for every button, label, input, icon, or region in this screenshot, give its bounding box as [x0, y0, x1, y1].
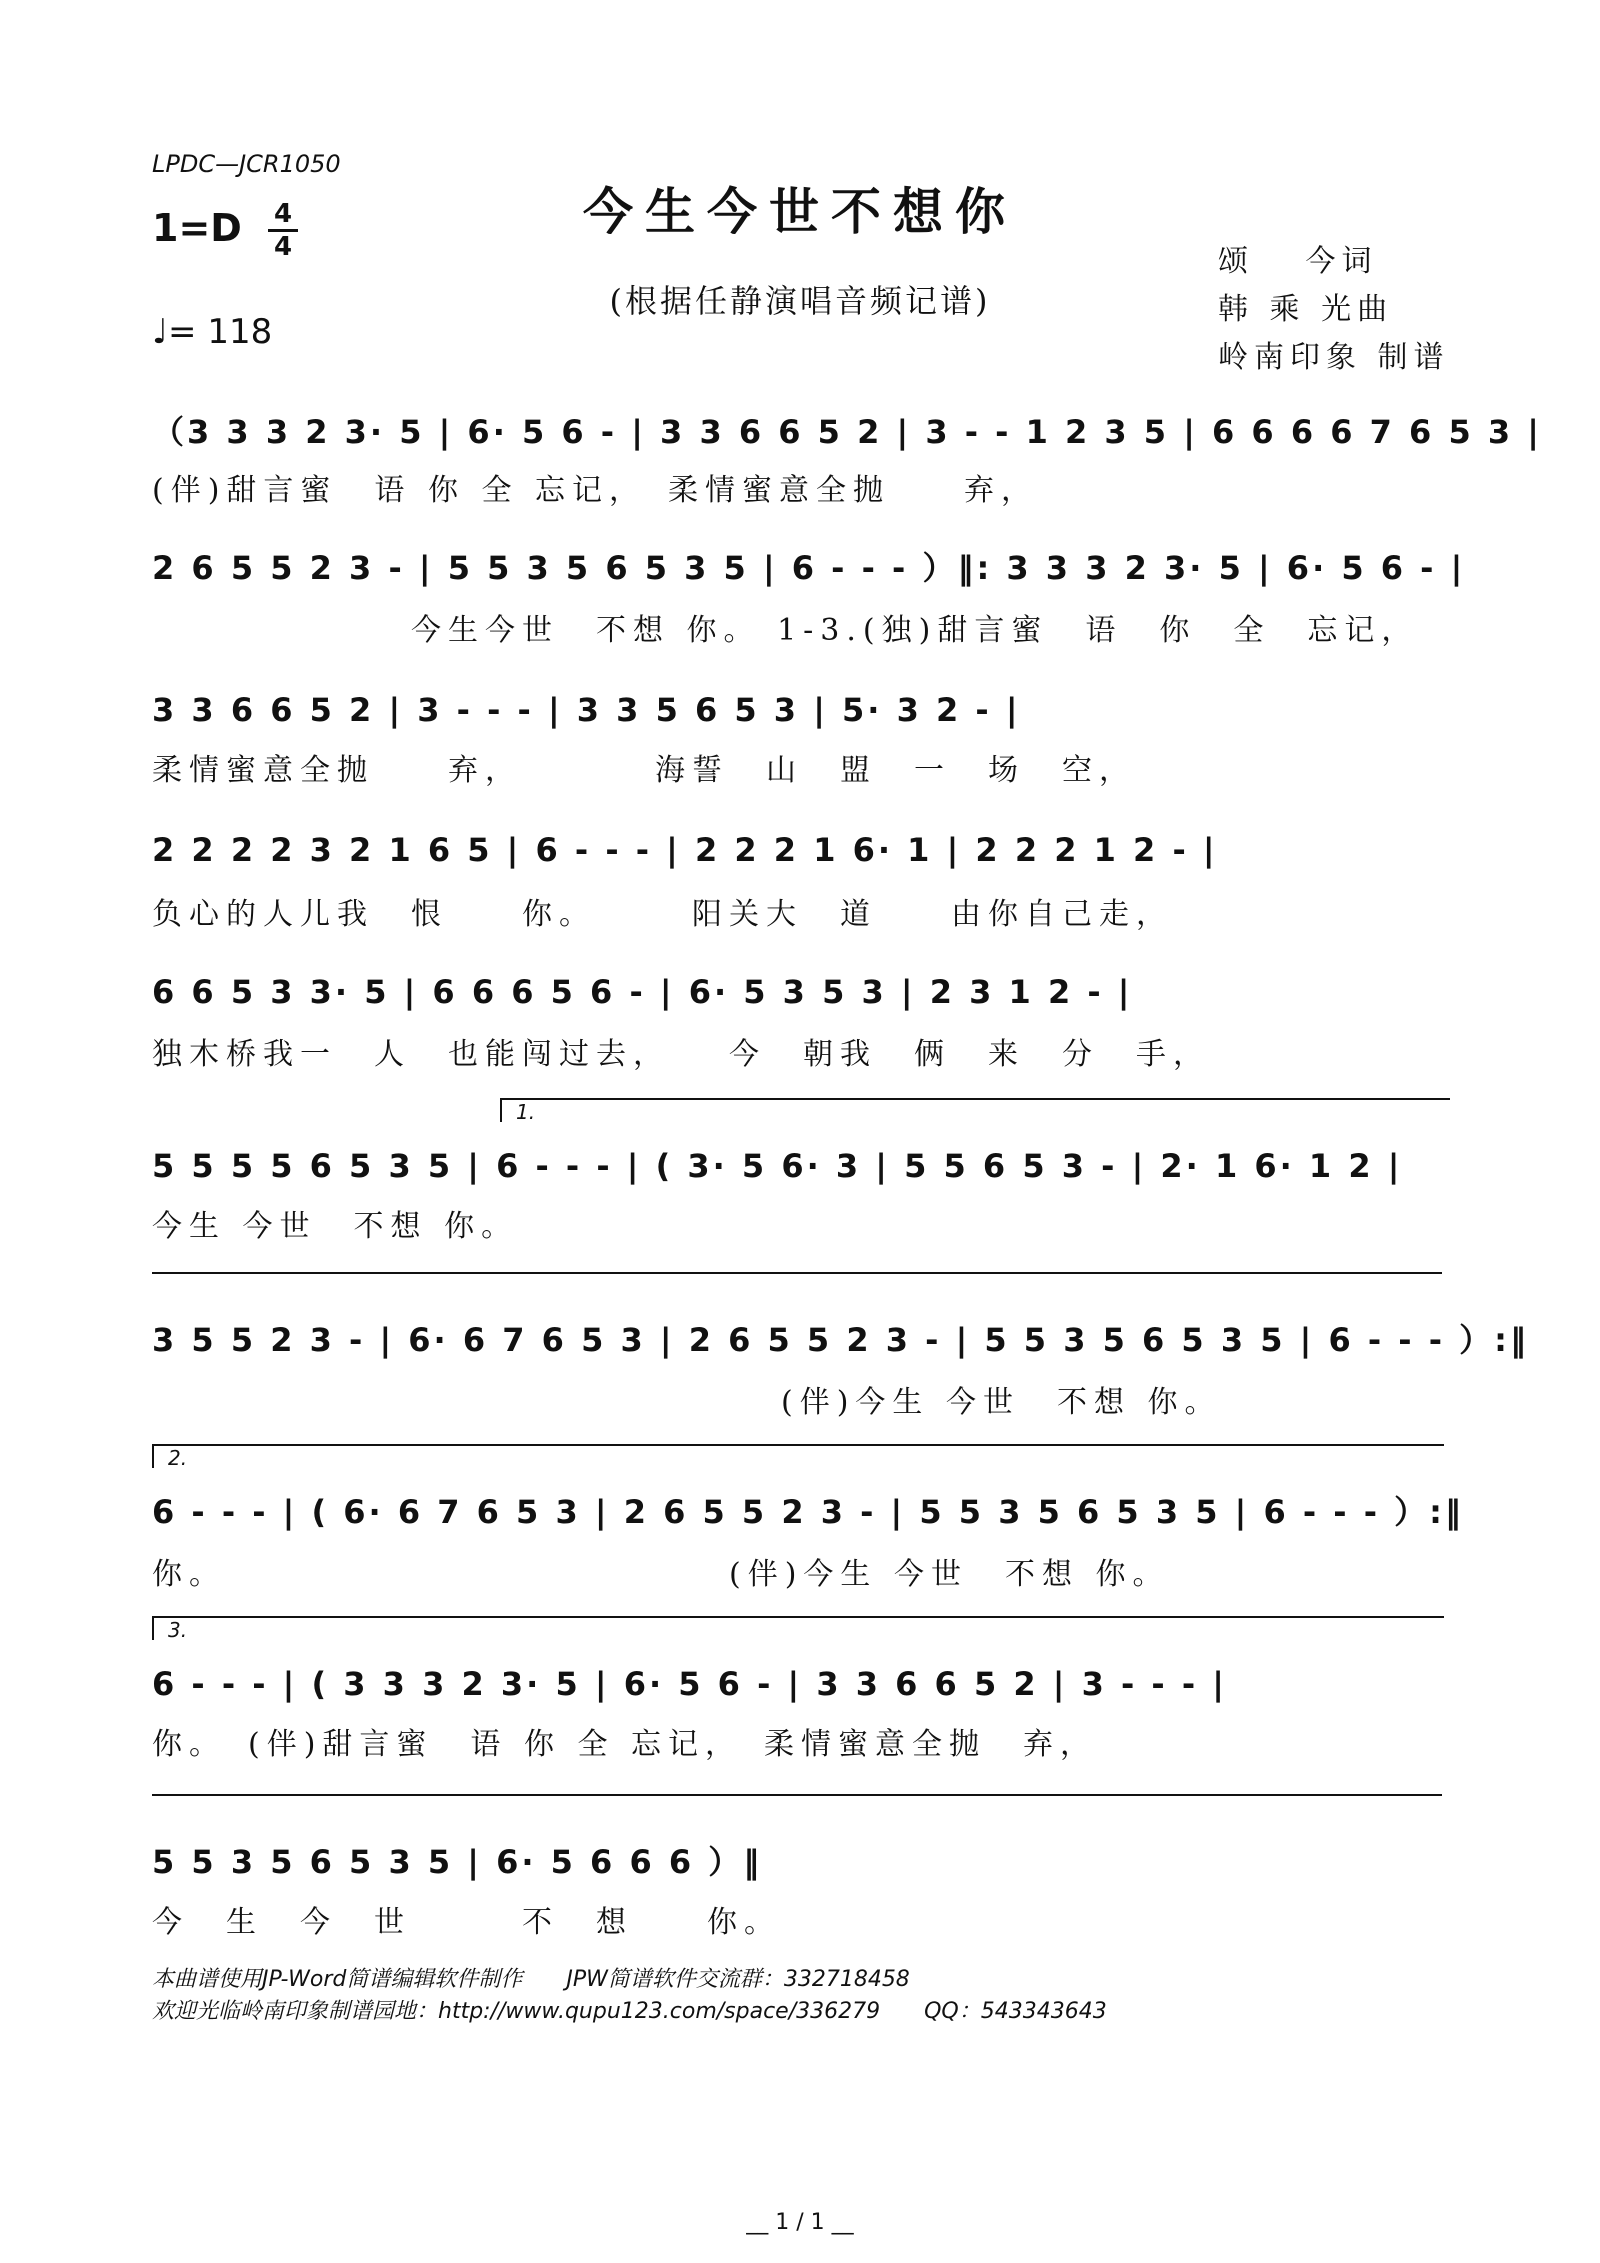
lyricist-credit: 颂 今词	[1218, 244, 1378, 279]
arranger-credit: 岭南印象 制谱	[1218, 340, 1450, 375]
key-signature: 1=D	[152, 206, 242, 250]
footer-software-note: 本曲谱使用JP-Word简谱编辑软件制作 JPW简谱软件交流群：332718458	[152, 1967, 910, 1992]
footer-website-note: 欢迎光临岭南印象制谱园地：http://www.qupu123.com/space/336279 QQ：543343643	[152, 1999, 1107, 2024]
score-lyrics-line-2: 今生今世 不想 你。 1-3.(独)甜言蜜 语 你 全 忘记，	[152, 613, 1419, 648]
score-notes-line-7: 3 5 5 2 3 - | 6· 6 7 6 5 3 | 2 6 5 5 2 3 - | 5 5 3 5 6 5 3 5 | 6 - - - ）:‖	[152, 1321, 1529, 1359]
third-ending-label: 3.	[168, 1618, 188, 1642]
tempo-marking: ♩= 118	[152, 312, 273, 352]
score-lyrics-line-8: 你。 (伴)今生 今世 不想 你。	[152, 1557, 1170, 1592]
score-code: LPDC—JCR1050	[152, 150, 341, 178]
score-lyrics-line-5: 独木桥我一 人 也能闯过去， 今 朝我 俩 来 分 手，	[152, 1037, 1210, 1072]
score-lyrics-line-4: 负心的人儿我 恨 你。 阳关大 道 由你自己走，	[152, 897, 1173, 932]
final-ending-line	[152, 1794, 1442, 1796]
score-notes-line-2: 2 6 5 5 2 3 - | 5 5 3 5 6 5 3 5 | 6 - - - ）‖: 3 3 3 2 3· 5 | 6· 5 6 - |	[152, 549, 1466, 587]
score-lyrics-line-3: 柔情蜜意全抛 弃， 海誓 山 盟 一 场 空，	[152, 753, 1136, 788]
first-ending-bracket	[500, 1098, 1450, 1122]
ending-continuation-line	[152, 1272, 1442, 1274]
first-ending-label: 1.	[516, 1100, 536, 1124]
score-notes-line-10: 5 5 3 5 6 5 3 5 | 6· 5 6 6 6 ）‖	[152, 1843, 763, 1881]
score-notes-line-5: 6 6 5 3 3· 5 | 6 6 6 5 6 - | 6· 5 3 5 3 | 2 3 1 2 - |	[152, 973, 1133, 1011]
time-signature-bottom: 4	[273, 232, 293, 262]
score-lyrics-line-10: 今 生 今 世 不 想 你。	[152, 1905, 781, 1940]
score-lyrics-line-7: (伴)今生 今世 不想 你。	[152, 1385, 1222, 1420]
score-lyrics-line-1: (伴)甜言蜜 语 你 全 忘记， 柔情蜜意全抛 弃，	[152, 473, 1039, 508]
score-notes-line-4: 2 2 2 2 3 2 1 6 5 | 6 - - - | 2 2 2 1 6· 1 | 2 2 2 1 2 - |	[152, 831, 1218, 869]
score-lyrics-line-9: 你。 (伴)甜言蜜 语 你 全 忘记， 柔情蜜意全抛 弃，	[152, 1727, 1098, 1762]
score-notes-line-8: 6 - - - | ( 6· 6 7 6 5 3 | 2 6 5 5 2 3 - | 5 5 3 5 6 5 3 5 | 6 - - - ）:‖	[152, 1493, 1464, 1531]
score-notes-line-1: （3 3 3 2 3· 5 | 6· 5 6 - | 3 3 6 6 5 2 | 3 - - 1 2 3 5 | 6 6 6 6 7 6 5 3 |	[152, 413, 1542, 451]
time-signature-top: 4	[273, 199, 293, 229]
score-notes-line-3: 3 3 6 6 5 2 | 3 - - - | 3 3 5 6 5 3 | 5· 3 2 - |	[152, 691, 1021, 729]
composer-credit: 韩 乘 光曲	[1218, 292, 1394, 327]
score-notes-line-9: 6 - - - | ( 3 3 3 2 3· 5 | 6· 5 6 - | 3 3 6 6 5 2 | 3 - - - |	[152, 1665, 1227, 1703]
second-ending-label: 2.	[168, 1446, 188, 1470]
song-title: 今生今世不想你	[583, 182, 1017, 241]
second-ending-bracket	[152, 1444, 1444, 1468]
time-signature	[268, 200, 298, 261]
song-subtitle: (根据任静演唱音频记谱)	[609, 282, 991, 320]
score-lyrics-line-6: 今生 今世 不想 你。	[152, 1209, 519, 1244]
score-notes-line-6: 5 5 5 5 6 5 3 5 | 6 - - - | ( 3· 5 6· 3 | 5 5 6 5 3 - | 2· 1 6· 1 2 |	[152, 1147, 1403, 1185]
page-number: __ 1 / 1 __	[746, 2210, 854, 2235]
third-ending-bracket	[152, 1616, 1444, 1640]
